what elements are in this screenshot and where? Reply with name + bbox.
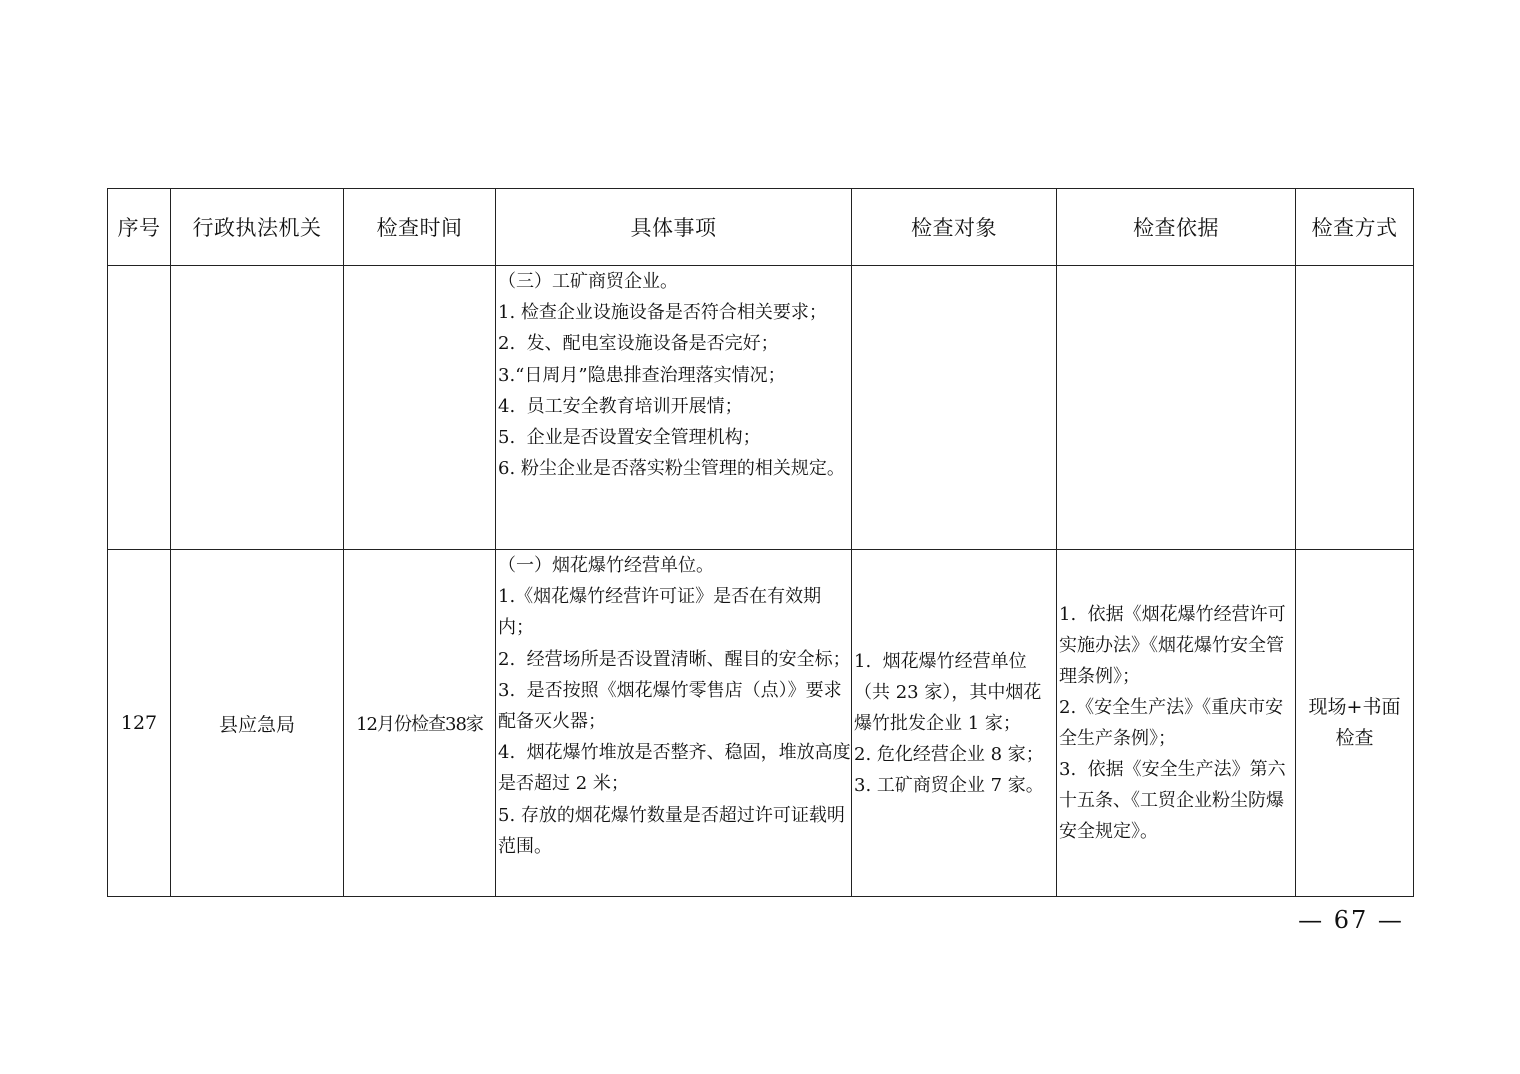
header-basis: 检查依据 xyxy=(1057,189,1296,266)
item-line: （一）烟花爆竹经营单位。 xyxy=(498,555,714,576)
cell-agency xyxy=(171,266,344,550)
basis-line: 3. 依据《安全生产法》第六十五条、《工贸企业粉尘防爆安全规定》。 xyxy=(1059,759,1286,842)
inspection-table xyxy=(107,188,1414,897)
table-header-row xyxy=(108,189,1414,266)
header-method: 检查方式 xyxy=(1296,189,1414,266)
object-line: 2. 危化经营企业 8 家； xyxy=(854,743,1044,765)
header-agency: 行政执法机关 xyxy=(171,189,344,266)
table-row xyxy=(108,266,1414,550)
cell-basis xyxy=(1057,550,1296,897)
cell-seq xyxy=(108,266,171,550)
method-line: 现场+书面 xyxy=(1308,696,1401,718)
item-line: 5. 存放的烟花爆竹数量是否超过许可证载明范围。 xyxy=(498,804,845,857)
item-line: 1.《烟花爆竹经营许可证》是否在有效期内； xyxy=(498,586,822,639)
cell-seq: 127 xyxy=(108,550,171,897)
item-line: 3.“日周月”隐患排查治理落实情况； xyxy=(498,364,786,386)
item-line: 2. 发、配电室设施设备是否完好； xyxy=(498,333,779,355)
item-line: 5. 企业是否设置安全管理机构； xyxy=(498,427,761,449)
cell-time xyxy=(344,266,496,550)
object-line: 1. 烟花爆竹经营单位（共 23 家），其中烟花爆竹批发企业 1 家； xyxy=(854,650,1042,734)
table-row xyxy=(108,550,1414,897)
item-line: 3. 是否按照《烟花爆竹零售店（点）》要求配备灭火器； xyxy=(498,679,842,733)
item-line: 1. 检查企业设施设备是否符合相关要求； xyxy=(498,302,827,324)
cell-method xyxy=(1296,550,1414,897)
cell-objects xyxy=(852,550,1057,897)
cell-objects xyxy=(852,266,1057,550)
item-line: 6. 粉尘企业是否落实粉尘管理的相关规定。 xyxy=(498,458,845,480)
item-line: 2. 经营场所是否设置清晰、醒目的安全标； xyxy=(498,648,851,670)
cell-items xyxy=(496,266,852,550)
basis-line: 1. 依据《烟花爆竹经营许可实施办法》《烟花爆竹安全管理条例》； xyxy=(1059,604,1286,687)
basis-line: 2.《安全生产法》《重庆市安全生产条例》； xyxy=(1059,697,1284,749)
page-number: — 67 — xyxy=(1298,906,1404,934)
item-line: 4. 员工安全教育培训开展情； xyxy=(498,395,743,417)
cell-basis xyxy=(1057,266,1296,550)
item-line: 4. 烟花爆竹堆放是否整齐、稳固，堆放高度是否超过 2 米； xyxy=(498,742,851,795)
header-seq: 序号 xyxy=(108,189,171,266)
header-time: 检查时间 xyxy=(344,189,496,266)
header-objects: 检查对象 xyxy=(852,189,1057,266)
cell-agency: 县应急局 xyxy=(171,550,344,897)
cell-method xyxy=(1296,266,1414,550)
object-line: 3. 工矿商贸企业 7 家。 xyxy=(854,774,1044,796)
header-items: 具体事项 xyxy=(496,189,852,266)
item-line: （三）工矿商贸企业。 xyxy=(498,271,678,292)
method-line: 检查 xyxy=(1335,727,1374,749)
cell-time: 12月份检查38家 xyxy=(344,550,496,897)
cell-items xyxy=(496,550,852,897)
